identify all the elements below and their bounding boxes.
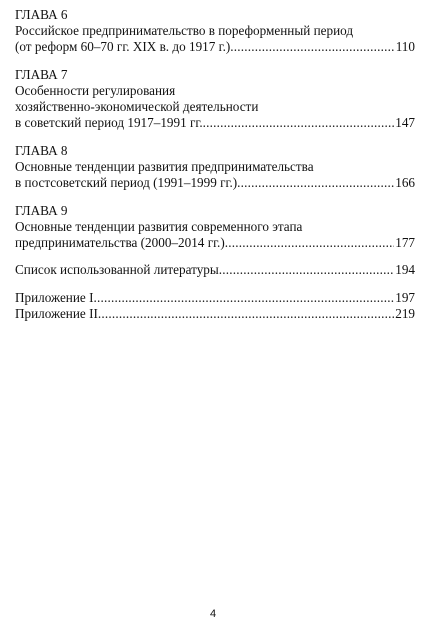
toc-entry-line[interactable]	[15, 115, 415, 131]
page-reference: 147	[395, 115, 415, 130]
page-number: 4	[209, 608, 217, 620]
page-reference: 177	[395, 235, 415, 250]
entry-title: Приложение II	[15, 306, 98, 321]
dot-leader	[93, 290, 394, 306]
toc-chapter	[15, 203, 415, 251]
dot-leader	[203, 115, 395, 131]
page-reference: 197	[395, 290, 415, 305]
toc-entry-bibliography[interactable]	[15, 262, 415, 278]
toc-entry-line[interactable]	[15, 175, 415, 191]
page-reference: 194	[395, 262, 415, 277]
chapter-title-line: (от реформ 60–70 гг. XIX в. до 1917 г.)	[15, 39, 231, 54]
entry-title: Приложение I	[15, 290, 94, 305]
dot-leader	[237, 175, 394, 191]
toc-entry-line[interactable]	[15, 235, 415, 251]
chapter-heading: ГЛАВА 7	[15, 67, 68, 82]
toc-entry-appendix-1[interactable]	[15, 290, 415, 306]
chapter-title-line: Особенности регулирования	[15, 83, 176, 98]
dot-leader	[225, 235, 395, 251]
chapter-heading: ГЛАВА 9	[15, 203, 68, 218]
page-reference: 166	[395, 175, 415, 190]
chapter-title-line: предпринимательства (2000–2014 гг.)	[15, 235, 225, 250]
toc-chapter	[15, 143, 415, 191]
chapter-heading: ГЛАВА 6	[15, 7, 68, 22]
dot-leader	[219, 262, 394, 278]
toc-chapter	[15, 7, 415, 55]
chapter-title-line: Основные тенденции развития предпринимательства	[15, 159, 314, 174]
chapter-title-line: Российское предпринимательство в пореформенный период	[15, 23, 354, 38]
chapter-title-line: в советский период 1917–1991 гг.	[15, 115, 203, 130]
chapter-title-line: в постсоветский период (1991–1999 гг.)	[15, 175, 238, 190]
chapter-heading: ГЛАВА 8	[15, 143, 68, 158]
dot-leader	[98, 306, 394, 322]
entry-title: Список использованной литературы	[15, 262, 219, 277]
toc-entry-appendix-2[interactable]	[15, 306, 415, 322]
toc-entry-line[interactable]	[15, 39, 415, 55]
chapter-title-line: Основные тенденции развития современного этапа	[15, 219, 303, 234]
page-reference: 110	[395, 39, 415, 54]
page-reference: 219	[395, 306, 415, 321]
dot-leader	[230, 39, 394, 55]
table-of-contents	[15, 7, 415, 322]
toc-chapter	[15, 67, 415, 131]
chapter-title-line: хозяйственно-экономической деятельности	[15, 99, 259, 114]
